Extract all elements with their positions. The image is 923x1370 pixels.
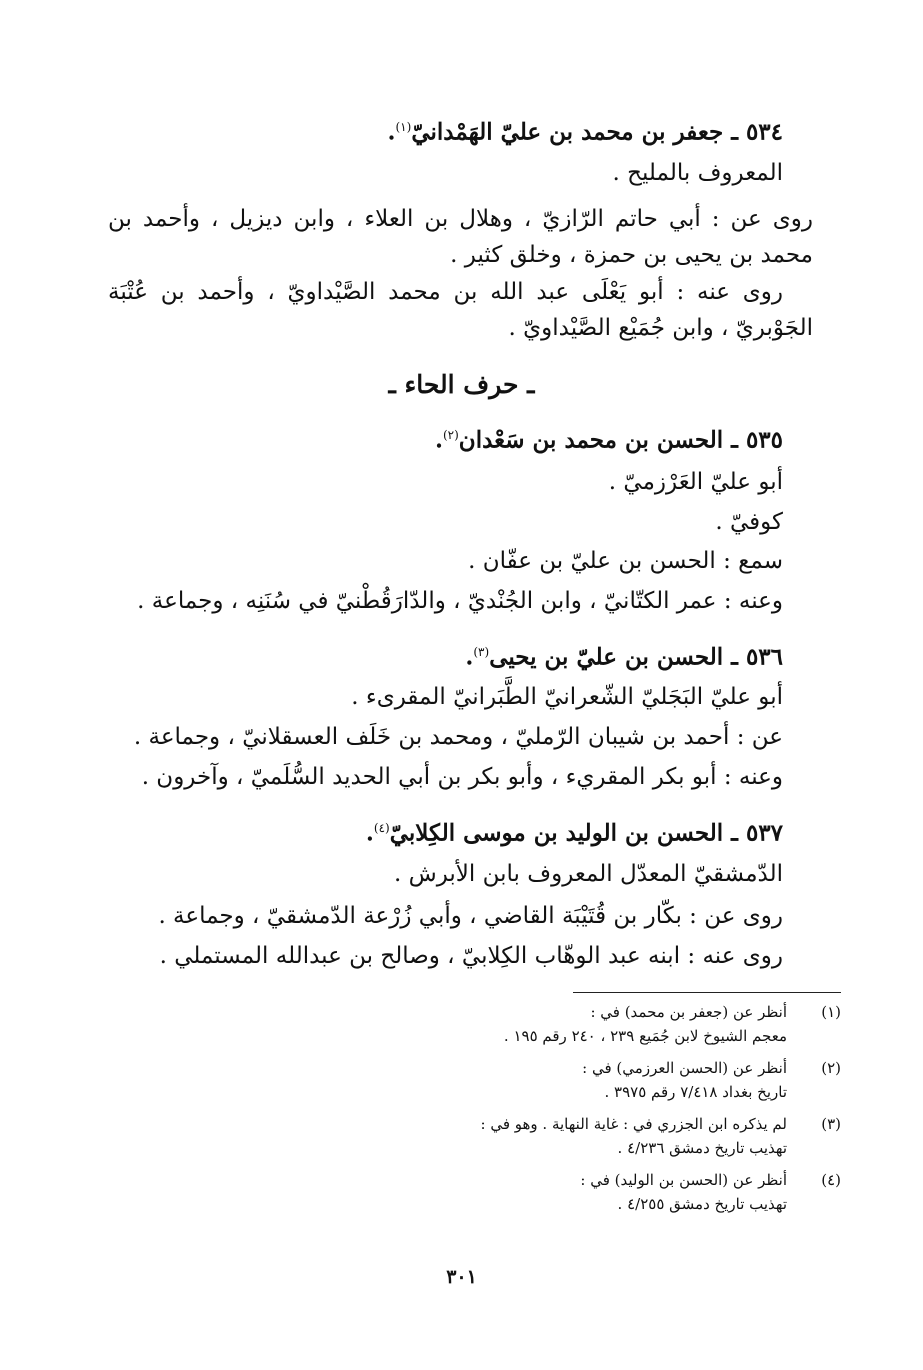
entry-537-line-3: روى عنه : ابنه عبد الوهّاب الكِلابيّ ، وصالح بن عبدالله المستملي . [159, 943, 783, 969]
section-heading: ـ حرف الحاء ـ [388, 370, 535, 399]
footnote-1 [0, 1002, 923, 1048]
footnote-4 [0, 1170, 923, 1216]
entry-535-line-4: وعنه : عمر الكتّانيّ ، وابن الجُنْديّ ، والدّارَقُطْنيّ في سُنَنِه ، وجماعة . [137, 588, 783, 614]
footnote-2 [0, 1058, 923, 1104]
footnote-1-line-1: أنظر عن (جعفر بن محمد) في : [590, 1003, 787, 1021]
page-number: ٣٠١ [446, 1266, 477, 1288]
footnote-4-line-1: أنظر عن (الحسن بن الوليد) في : [580, 1171, 787, 1189]
entry-534-line-3: محمد بن يحيى بن حمزة ، وخلق كثير . [450, 242, 813, 268]
entry-535-line-2: كوفيّ . [715, 509, 783, 535]
entry-534-line-4: روى عنه : أبو يَعْلَى عبد الله بن محمد الصَّيْداويّ ، وأحمد بن عُتْبَة [108, 279, 783, 305]
entry-535-heading [435, 419, 783, 457]
footnote-4-number: (٤) [821, 1171, 841, 1189]
entry-536-heading [465, 636, 783, 674]
entry-534-period: . [387, 118, 396, 146]
entry-534-line-1: المعروف بالمليح . [612, 160, 783, 186]
footnote-ref-4: (٤) [373, 821, 390, 835]
footnote-2-line-2: تاريخ بغداد ٧/٤١٨ رقم ٣٩٧٥ . [604, 1083, 787, 1101]
footnote-3 [0, 1114, 923, 1160]
footnote-ref-2: (٢) [442, 428, 459, 442]
entry-536-period: . [465, 643, 474, 671]
footnote-2-number: (٢) [821, 1059, 841, 1077]
entry-535-title: ٥٣٥ ـ الحسن بن محمد بن سَعْدان [458, 426, 783, 454]
footnote-3-line-2: تهذيب تاريخ دمشق ٤/٢٣٦ . [617, 1139, 787, 1157]
entry-535-line-1: أبو عليّ العَرْزميّ . [608, 469, 783, 495]
entry-534-heading [387, 111, 783, 149]
entry-534-line-2: روى عن : أبي حاتم الرّازيّ ، وهلال بن العلاء ، وابن ديزيل ، وأحمد بن [108, 206, 813, 232]
footnote-ref-1: (١) [395, 120, 412, 134]
entry-536-title: ٥٣٦ ـ الحسن بن عليّ بن يحيى [489, 643, 783, 671]
footnote-1-number: (١) [821, 1003, 841, 1021]
entry-537-period: . [365, 819, 374, 847]
entry-537-line-2: روى عن : بكّار بن قُتَيْبَة القاضي ، وأبي زُرْعة الدّمشقيّ ، وجماعة . [158, 903, 783, 929]
entry-537-heading [366, 812, 783, 850]
entry-534-line-5: الجَوْبريّ ، وابن جُمَيْع الصَّيْداويّ . [508, 315, 813, 341]
entry-536-line-3: وعنه : أبو بكر المقريء ، وأبو بكر بن أبي الحديد السُّلَميّ ، وآخرون . [141, 764, 783, 790]
entry-535-period: . [434, 426, 443, 454]
entry-537-title: ٥٣٧ ـ الحسن بن الوليد بن موسى الكِلابيّ [389, 819, 783, 847]
entry-536-line-2: عن : أحمد بن شيبان الرّمليّ ، ومحمد بن خَلَف العسقلانيّ ، وجماعة . [133, 724, 783, 750]
entry-535-line-3: سمع : الحسن بن عليّ بن عفّان . [468, 548, 783, 574]
footnote-3-line-1: لم يذكره ابن الجزري في : غاية النهاية . وهو في : [480, 1115, 787, 1133]
footnote-4-line-2: تهذيب تاريخ دمشق ٤/٢٥٥ . [617, 1195, 787, 1213]
entry-534-title: ٥٣٤ ـ جعفر بن محمد بن عليّ الهَمْدانيّ [411, 118, 783, 146]
footnote-ref-3: (٣) [473, 645, 490, 659]
entry-536-line-1: أبو عليّ البَجَليّ الشّعرانيّ الطَّبَرانيّ المقرىء . [351, 684, 783, 710]
footnote-3-number: (٣) [821, 1115, 841, 1133]
footnote-separator [573, 992, 841, 993]
entry-537-line-1: الدّمشقيّ المعدّل المعروف بابن الأبرش . [394, 861, 783, 887]
footnote-2-line-1: أنظر عن (الحسن العرزمي) في : [582, 1059, 787, 1077]
footnote-1-line-2: معجم الشيوخ لابن جُمَيع ٢٣٩ ، ٢٤٠ رقم ١٩٥ . [503, 1027, 787, 1045]
